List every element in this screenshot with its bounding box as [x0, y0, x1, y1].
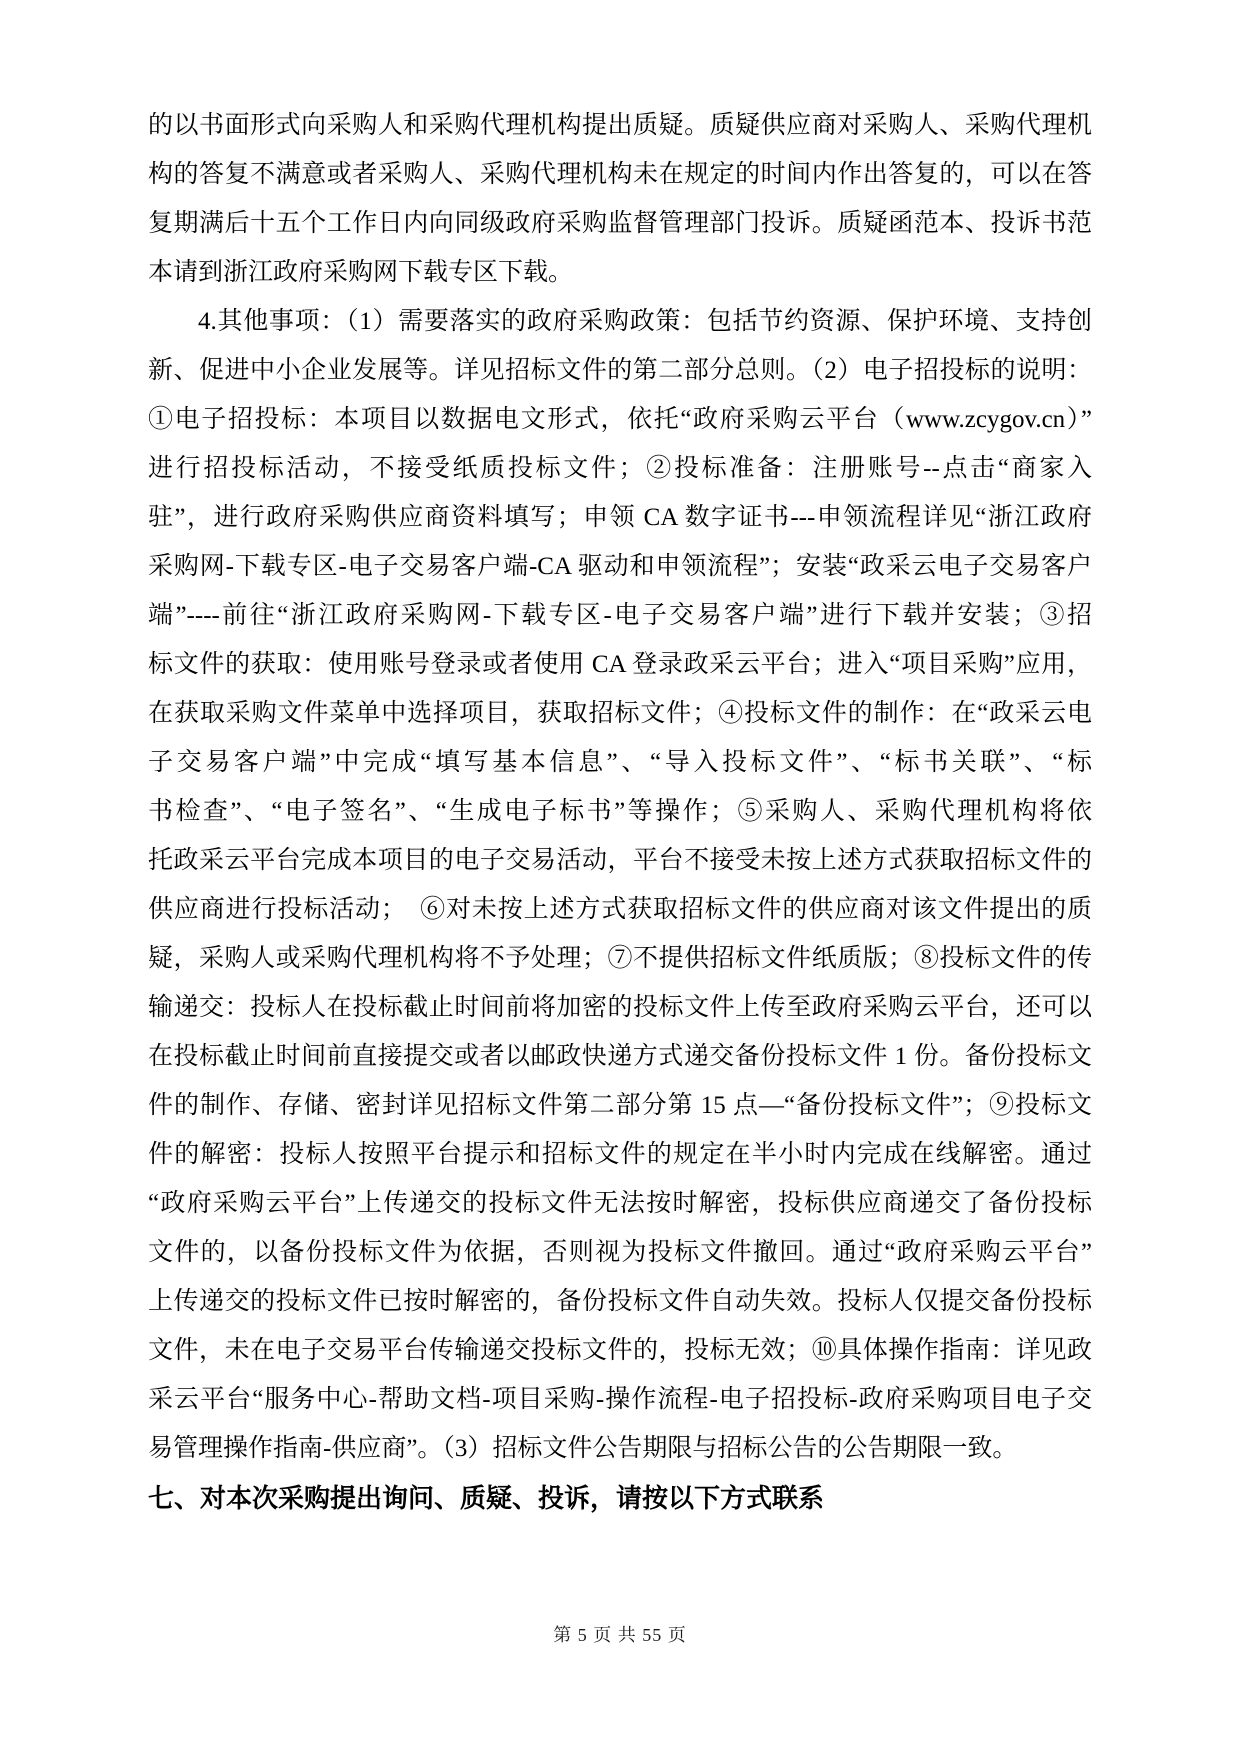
- text-line: 新、促进中小企业发展等。详见招标文件的第二部分总则。（2）电子招投标的说明：: [148, 357, 1092, 384]
- text-line: 复期满后十五个工作日内向同级政府采购监督管理部门投诉。质疑函范本、投诉书范: [148, 210, 1092, 237]
- text-line: 标文件的获取：使用账号登录或者使用 CA 登录政采云平台；进入“项目采购”应用，: [148, 651, 1092, 678]
- text-line: 书检查”、“电子签名”、“生成电子标书”等操作；⑤采购人、采购代理机构将依: [148, 798, 1092, 825]
- text-line: 本请到浙江政府采购网下载专区下载。: [148, 259, 574, 286]
- text-line: 文件的，以备份投标文件为依据，否则视为投标文件撤回。通过“政府采购云平台”: [148, 1239, 1092, 1266]
- text-line: 在获取采购文件菜单中选择项目，获取招标文件；④投标文件的制作：在“政采云电: [148, 700, 1092, 727]
- text-line: 4.其他事项：（1）需要落实的政府采购政策：包括节约资源、保护环境、支持创: [198, 308, 1092, 335]
- text-line: ①电子招投标：本项目以数据电文形式，依托“政府采购云平台（www.zcygov.cn）”: [148, 406, 1092, 433]
- page-body-text: [148, 101, 1092, 1523]
- text-line: 构的答复不满意或者采购人、采购代理机构未在规定的时间内作出答复的，可以在答: [148, 161, 1092, 188]
- text-line: 件的解密：投标人按照平台提示和招标文件的规定在半小时内完成在线解密。通过: [148, 1141, 1092, 1168]
- text-line: 疑，采购人或采购代理机构将不予处理；⑦不提供招标文件纸质版；⑧投标文件的传: [148, 945, 1092, 972]
- text-line: 托政采云平台完成本项目的电子交易活动，平台不接受未按上述方式获取招标文件的: [148, 847, 1092, 874]
- text-line: 在投标截止时间前直接提交或者以邮政快递方式递交备份投标文件 1 份。备份投标文: [148, 1043, 1092, 1070]
- section-heading: 七、对本次采购提出询问、质疑、投诉，请按以下方式联系: [148, 1483, 825, 1513]
- text-line: “政府采购云平台”上传递交的投标文件无法按时解密，投标供应商递交了备份投标: [148, 1190, 1092, 1217]
- text-line: 子交易客户端”中完成“填写基本信息”、“导入投标文件”、“标书关联”、“标: [148, 749, 1092, 776]
- text-line: 的以书面形式向采购人和采购代理机构提出质疑。质疑供应商对采购人、采购代理机: [148, 112, 1092, 139]
- text-line: 件的制作、存储、密封详见招标文件第二部分第 15 点—“备份投标文件”；⑨投标文: [148, 1092, 1092, 1119]
- text-line: 采购网-下载专区-电子交易客户端-CA 驱动和申领流程”；安装“政采云电子交易客户: [148, 553, 1092, 580]
- text-line: 文件，未在电子交易平台传输递交投标文件的，投标无效；⑩具体操作指南：详见政: [148, 1337, 1092, 1364]
- text-line: 采云平台“服务中心-帮助文档-项目采购-操作流程-电子招投标-政府采购项目电子交: [148, 1386, 1092, 1413]
- text-line: 输递交：投标人在投标截止时间前将加密的投标文件上传至政府采购云平台，还可以: [148, 994, 1092, 1021]
- text-line: 易管理操作指南-供应商”。（3）招标文件公告期限与招标公告的公告期限一致。: [148, 1435, 1018, 1462]
- text-line: 驻”，进行政府采购供应商资料填写；申领 CA 数字证书---申领流程详见“浙江政府: [148, 504, 1092, 531]
- text-line: 端”----前往“浙江政府采购网-下载专区-电子交易客户端”进行下载并安装；③招: [148, 602, 1092, 629]
- text-line: 供应商进行投标活动； ⑥对未按上述方式获取招标文件的供应商对该文件提出的质: [148, 896, 1092, 923]
- page-number: 第 5 页 共 55 页: [553, 1625, 687, 1645]
- text-line: 进行招投标活动，不接受纸质投标文件；②投标准备：注册账号--点击“商家入: [148, 455, 1092, 482]
- text-line: 上传递交的投标文件已按时解密的，备份投标文件自动失效。投标人仅提交备份投标: [148, 1288, 1092, 1315]
